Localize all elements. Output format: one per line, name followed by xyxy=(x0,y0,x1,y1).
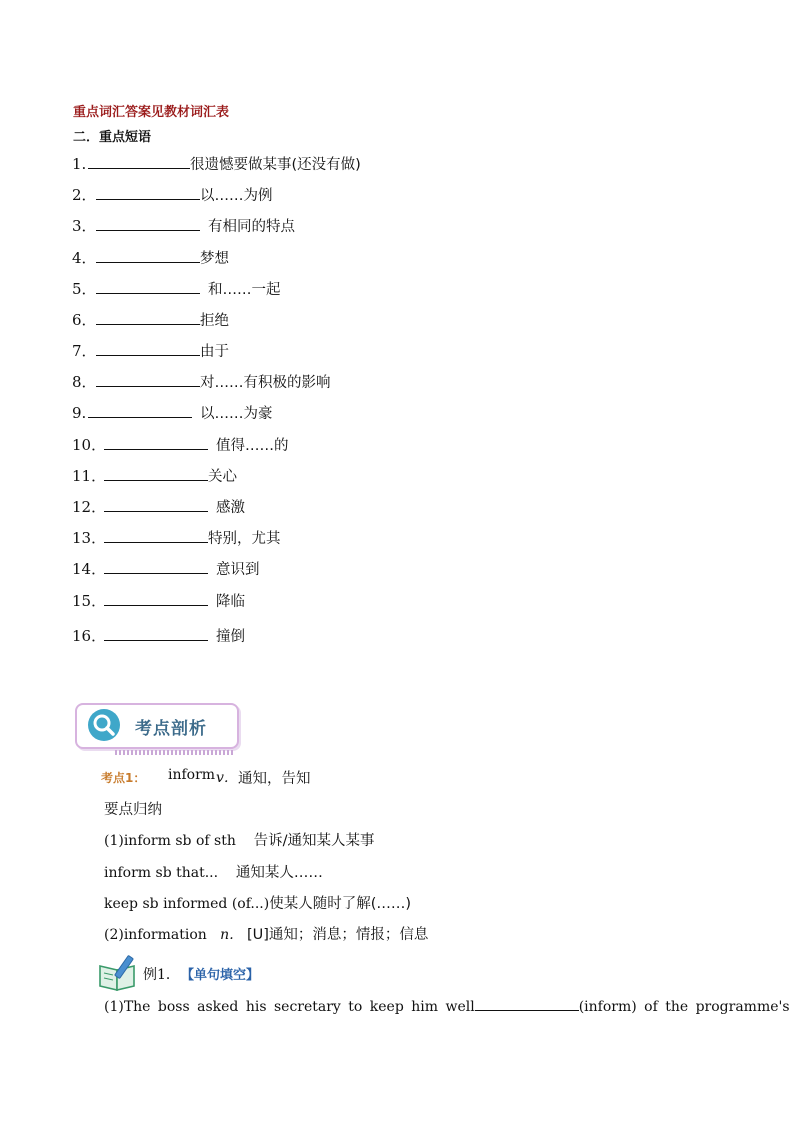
answer-blank[interactable] xyxy=(96,247,200,263)
phrase-number: 7． xyxy=(72,342,97,360)
answer-blank[interactable] xyxy=(475,996,579,1011)
phrase-meaning: 以……为豪 xyxy=(200,406,273,422)
phrase-item xyxy=(72,247,229,267)
phrase-meaning: 拒绝 xyxy=(200,313,229,329)
phrase-meaning: 梦想 xyxy=(200,251,229,267)
phrase-meaning: 特别，尤其 xyxy=(208,531,281,547)
phrase-meaning: 值得……的 xyxy=(216,438,289,454)
phrase-meaning: 和……一起 xyxy=(208,282,281,298)
point-line: (2)information n. [U]通知；消息；情报；信息 xyxy=(104,927,429,943)
answer-blank[interactable] xyxy=(104,496,208,512)
example-type: 【单句填空】 xyxy=(181,968,260,983)
phrase-item xyxy=(72,590,245,610)
answer-blank[interactable] xyxy=(96,371,200,387)
phrase-number: 12． xyxy=(72,498,107,516)
summary-title: 要点归纳 xyxy=(104,802,162,818)
phrase-number: 6． xyxy=(72,311,97,329)
answer-blank[interactable] xyxy=(104,465,208,481)
phrase-item xyxy=(72,215,295,235)
phrase-item xyxy=(72,402,273,422)
answer-blank[interactable] xyxy=(88,402,192,418)
phrase-number: 13． xyxy=(72,529,107,547)
phrase-number: 16． xyxy=(72,627,107,645)
phrase-item xyxy=(72,278,281,298)
answer-blank[interactable] xyxy=(96,278,200,294)
magnifier-icon xyxy=(87,708,121,742)
point-line: keep sb informed (of...)使某人随时了解(……) xyxy=(104,896,412,912)
answer-blank[interactable] xyxy=(96,340,200,356)
example-label: 例1． xyxy=(143,967,180,983)
phrase-number: 8． xyxy=(72,373,97,391)
phrase-number: 5． xyxy=(72,280,97,298)
phrase-meaning: 撞倒 xyxy=(216,629,245,645)
kaodian-meaning: 通知，告知 xyxy=(238,771,311,787)
kaodian-pos: v． xyxy=(216,770,238,786)
phrase-meaning: 意识到 xyxy=(216,562,260,578)
point-line: inform sb that... 通知某人…… xyxy=(104,865,323,881)
phrase-item xyxy=(72,496,245,516)
phrase-item xyxy=(72,371,331,391)
answer-blank[interactable] xyxy=(104,590,208,606)
exam-analysis-banner xyxy=(75,703,241,753)
phrase-number: 2． xyxy=(72,186,97,204)
banner-title: 考点剖析 xyxy=(135,719,207,739)
phrase-meaning: 有相同的特点 xyxy=(208,219,295,235)
phrase-meaning: 感激 xyxy=(216,500,245,516)
answer-blank[interactable] xyxy=(104,527,208,543)
phrase-number: 15． xyxy=(72,592,107,610)
phrase-meaning: 对……有积极的影响 xyxy=(200,375,331,391)
answer-blank[interactable] xyxy=(104,434,208,450)
book-pencil-icon xyxy=(97,954,141,992)
phrase-number: 11． xyxy=(72,467,107,485)
phrase-number: 1. xyxy=(72,155,87,173)
point-line: (1)inform sb of sth 告诉/通知某人某事 xyxy=(104,833,375,849)
answer-blank[interactable] xyxy=(104,558,208,574)
phrase-meaning: 由于 xyxy=(200,344,229,360)
phrase-item xyxy=(72,465,237,485)
phrase-number: 4． xyxy=(72,249,97,267)
phrase-item xyxy=(72,153,361,173)
phrase-meaning: 关心 xyxy=(208,469,237,485)
phrase-item xyxy=(72,625,245,645)
phrase-meaning: 降临 xyxy=(216,594,245,610)
answer-blank[interactable] xyxy=(88,153,190,169)
phrases-heading: 二．重点短语 xyxy=(73,130,152,145)
vocab-heading: 重点词汇答案见教材词汇表 xyxy=(73,105,230,120)
answer-blank[interactable] xyxy=(96,215,200,231)
kaodian-word: inform xyxy=(168,767,216,783)
kaodian-label: 考点1： xyxy=(101,771,146,785)
example-sentence: (1)The boss asked his secretary to keep him well (inform) of the programme's xyxy=(104,996,790,1015)
phrase-number: 3． xyxy=(72,217,97,235)
answer-blank[interactable] xyxy=(96,184,200,200)
phrase-item xyxy=(72,434,289,454)
phrase-number: 9. xyxy=(72,404,87,422)
phrase-number: 10． xyxy=(72,436,107,454)
answer-blank[interactable] xyxy=(96,309,200,325)
phrase-item xyxy=(72,340,229,360)
phrase-number: 14． xyxy=(72,560,107,578)
phrase-item xyxy=(72,309,229,329)
phrase-item xyxy=(72,184,273,204)
phrase-item xyxy=(72,558,260,578)
phrase-item xyxy=(72,527,281,547)
answer-blank[interactable] xyxy=(104,625,208,641)
phrase-meaning: 以……为例 xyxy=(200,188,273,204)
phrase-meaning: 很遗憾要做某事(还没有做) xyxy=(190,157,361,173)
